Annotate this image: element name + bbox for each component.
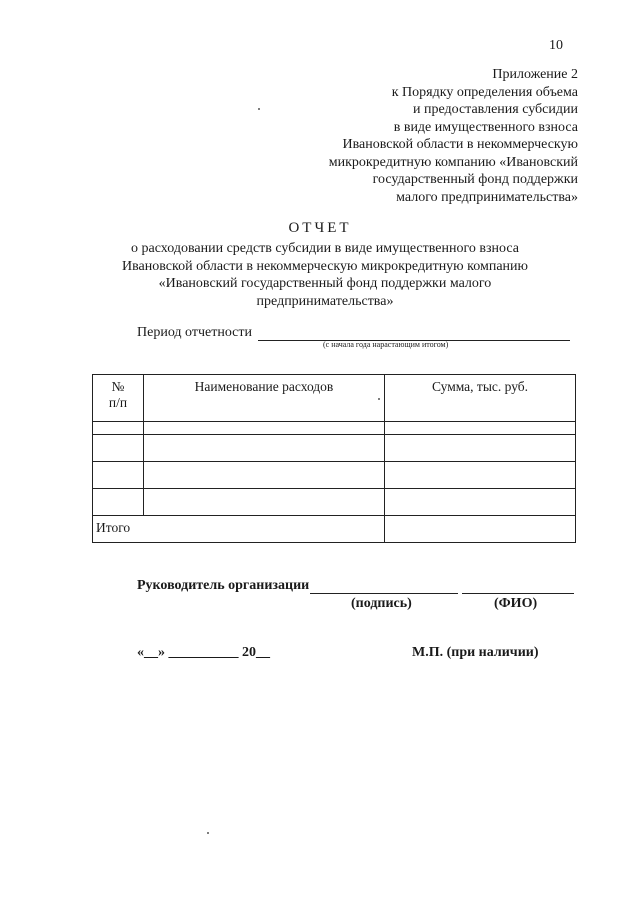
table-cell xyxy=(144,435,385,462)
page-number: 10 xyxy=(549,38,563,53)
scan-speck xyxy=(207,832,209,834)
total-label: Итого xyxy=(93,516,385,543)
signature-hint: (подпись) xyxy=(351,596,412,611)
expenses-table xyxy=(92,374,576,543)
table-total-row xyxy=(93,516,576,543)
stamp-label: М.П. (при наличии) xyxy=(412,645,539,660)
table-cell xyxy=(93,435,144,462)
appendix-block xyxy=(329,66,578,206)
header-number-symbol: № xyxy=(111,379,125,394)
signature-blank-line xyxy=(310,593,458,594)
appendix-line: в виде имущественного взноса xyxy=(393,119,578,135)
scan-speck xyxy=(258,108,260,110)
report-subtitle xyxy=(80,240,570,310)
table-cell xyxy=(93,489,144,516)
scan-speck xyxy=(378,398,380,400)
date-year-blank: __ xyxy=(256,645,270,660)
appendix-line: малого предпринимательства» xyxy=(396,189,578,205)
table-cell xyxy=(385,422,576,435)
date-close-quote: » xyxy=(158,645,165,660)
appendix-line: микрокредитную компанию «Ивановский xyxy=(328,154,578,170)
appendix-line: Ивановской области в некоммерческую xyxy=(342,137,578,152)
subtitle-line: предпринимательства» xyxy=(256,293,394,309)
table-cell xyxy=(385,435,576,462)
date-year-prefix: 20 xyxy=(242,645,256,660)
period-label: Период отчетности xyxy=(137,325,253,340)
signature-label: Руководитель организации xyxy=(137,578,310,593)
date-open-quote: « xyxy=(137,645,144,660)
header-number xyxy=(93,375,144,422)
table-row xyxy=(93,462,576,489)
header-expense-name: Наименование расходов xyxy=(144,375,385,422)
table-cell xyxy=(385,489,576,516)
appendix-line: и предоставления субсидии xyxy=(412,102,578,117)
appendix-line: к Порядку определения объема xyxy=(391,84,578,100)
table-cell xyxy=(93,422,144,435)
subtitle-line: «Ивановский государственный фонд поддержки малого xyxy=(158,276,492,291)
table-row xyxy=(93,435,576,462)
subtitle-line: Ивановской области в некоммерческую микрокредитную компанию xyxy=(122,258,528,274)
table-cell xyxy=(144,462,385,489)
table-row xyxy=(93,489,576,516)
total-value xyxy=(385,516,576,543)
name-hint: (ФИО) xyxy=(494,596,538,611)
appendix-line: государственный фонд поддержки xyxy=(372,172,578,187)
table-row xyxy=(93,422,576,435)
header-number-abbr: п/п xyxy=(108,395,128,410)
date-month-blank: __________ xyxy=(168,645,239,660)
subtitle-line: о расходовании средств субсидии в виде имущественного взноса xyxy=(131,241,519,256)
date-day-blank: __ xyxy=(144,645,158,660)
header-sum: Сумма, тыс. руб. xyxy=(385,375,576,422)
report-title: ОТЧЕТ xyxy=(288,220,352,236)
table-cell xyxy=(144,422,385,435)
table-cell xyxy=(385,462,576,489)
name-blank-line xyxy=(462,593,574,594)
appendix-line: Приложение 2 xyxy=(492,67,578,82)
table-cell xyxy=(93,462,144,489)
table-cell xyxy=(144,489,385,516)
table-header-row xyxy=(93,375,576,422)
period-hint: (с начала года нарастающим итогом) xyxy=(323,340,449,349)
date-line xyxy=(137,645,270,661)
